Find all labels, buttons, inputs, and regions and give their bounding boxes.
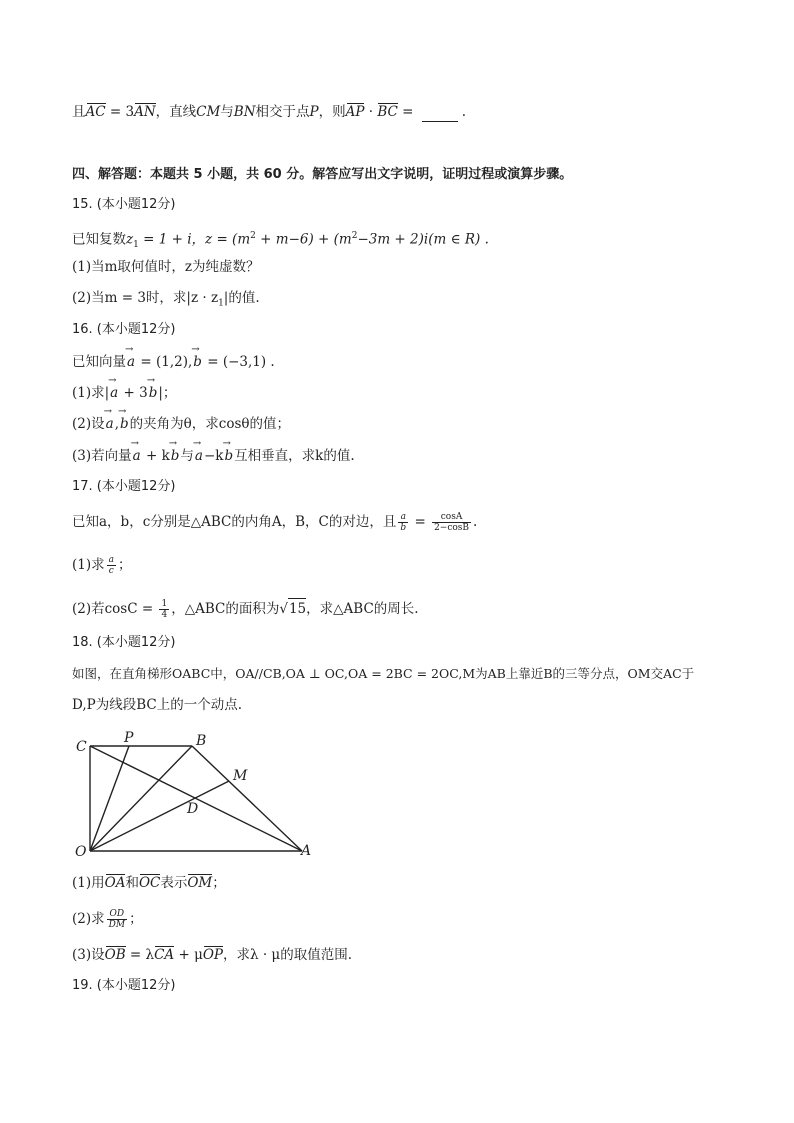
segment-BA [192, 746, 302, 851]
q16-heading: 16. (本小题12分) [72, 322, 176, 337]
vector-OB: OB [104, 947, 126, 963]
q18-stem-line2: D,P为线段BC上的一个动点. [72, 697, 243, 713]
fraction-OD-DM: $\frac{OD}{DM}$ [108, 909, 126, 930]
vector-AP: AP [345, 104, 365, 120]
q17-stem: 已知a，b，c分别是△ABC的内角A，B，C的对边，且 $\frac{a}{b}$ = $\frac{\cos A}{2-\cos B}$ . [72, 512, 478, 533]
vector-OC: OC [138, 875, 161, 891]
vector-OA: OA [104, 875, 126, 891]
q18-part2: (2)求 $\frac{OD}{DM}$ ； [72, 909, 143, 930]
q16-part1: (1)求|→ a + 3→ b|； [72, 383, 176, 403]
answer-blank[interactable] [422, 121, 458, 122]
vector-AC: AC [85, 104, 106, 120]
label-A: A [301, 843, 312, 859]
q18-part1: (1)用OA和OC表示OM； [72, 875, 226, 891]
vector-AN: AN [134, 104, 156, 120]
label-D: D [187, 801, 199, 817]
segment-OM [90, 781, 229, 851]
q16-part3: (3)若向量→ a + k→ b与→ a−k→ b互相垂直，求k的值. [72, 446, 355, 466]
section-heading: 四、解答题：本题共 5 小题，共 60 分。解答应写出文字说明，证明过程或演算步骤。 [72, 167, 573, 182]
q16-stem: 已知向量→ a = (1,2),→ b = (−3,1) . [72, 352, 275, 372]
sqrt-15: 15 [288, 598, 306, 619]
q17-part2: (2)若cosC = $\frac{1}{4}$ ，△ABC的面积为√15，求△ABC的周长. [72, 599, 419, 620]
q15-part1: (1)当m取何值时，z为纯虚数？ [72, 259, 260, 275]
vector-BC: BC [377, 104, 398, 120]
segment-OB [90, 746, 192, 851]
fraction-a-over-b: $\frac{a}{b}$ [400, 512, 407, 533]
segment-OP [90, 746, 129, 851]
trapezoid-figure [70, 728, 330, 863]
q18-stem-line1: 如图，在直角梯形OABC中，OA//CB,OA ⊥ OC,OA = 2BC = 2OC,M为AB上靠近B的三等分点，OM交AC于 [72, 666, 695, 681]
q15-stem: 已知复数$z_1 = 1 + i$，$z = (m^2 + m-6) + (m^2-3m + 2)i(m$ ∈ R) . [72, 231, 489, 251]
q18-part3: (3)设OB = λCA + μOP，求λ · μ的取值范围. [72, 947, 352, 963]
label-M: M [233, 768, 248, 784]
label-B: B [196, 733, 207, 749]
q18-heading: 18. (本小题12分) [72, 635, 176, 650]
vector-OM: OM [187, 875, 213, 891]
q15-part2: (2)当m = 3时，求$|z \cdot z_1|$的值. [72, 290, 260, 309]
vector-OP: OP [202, 947, 223, 963]
q14-continuation: 且AC = 3AN，直线CM与BN相交于点P，则AP · BC = . [72, 104, 467, 120]
label-C: C [76, 739, 87, 755]
vector-CA: CA [154, 947, 175, 963]
vector-a: → a [126, 352, 136, 372]
q15-heading: 15. (本小题12分) [72, 197, 176, 212]
fraction-cosA: $\frac{\cos A}{2-\cos B}$ [434, 512, 470, 533]
q19-heading: 19. (本小题12分) [72, 978, 176, 993]
q17-part1: (1)求 $\frac{a}{c}$ ； [72, 555, 132, 576]
label-P: P [124, 730, 134, 746]
q16-part2: (2)设→ a,→ b的夹角为θ，求cosθ的值； [72, 414, 290, 434]
label-O: O [75, 844, 87, 860]
vector-b: → b [192, 352, 203, 372]
q17-heading: 17. (本小题12分) [72, 479, 176, 494]
